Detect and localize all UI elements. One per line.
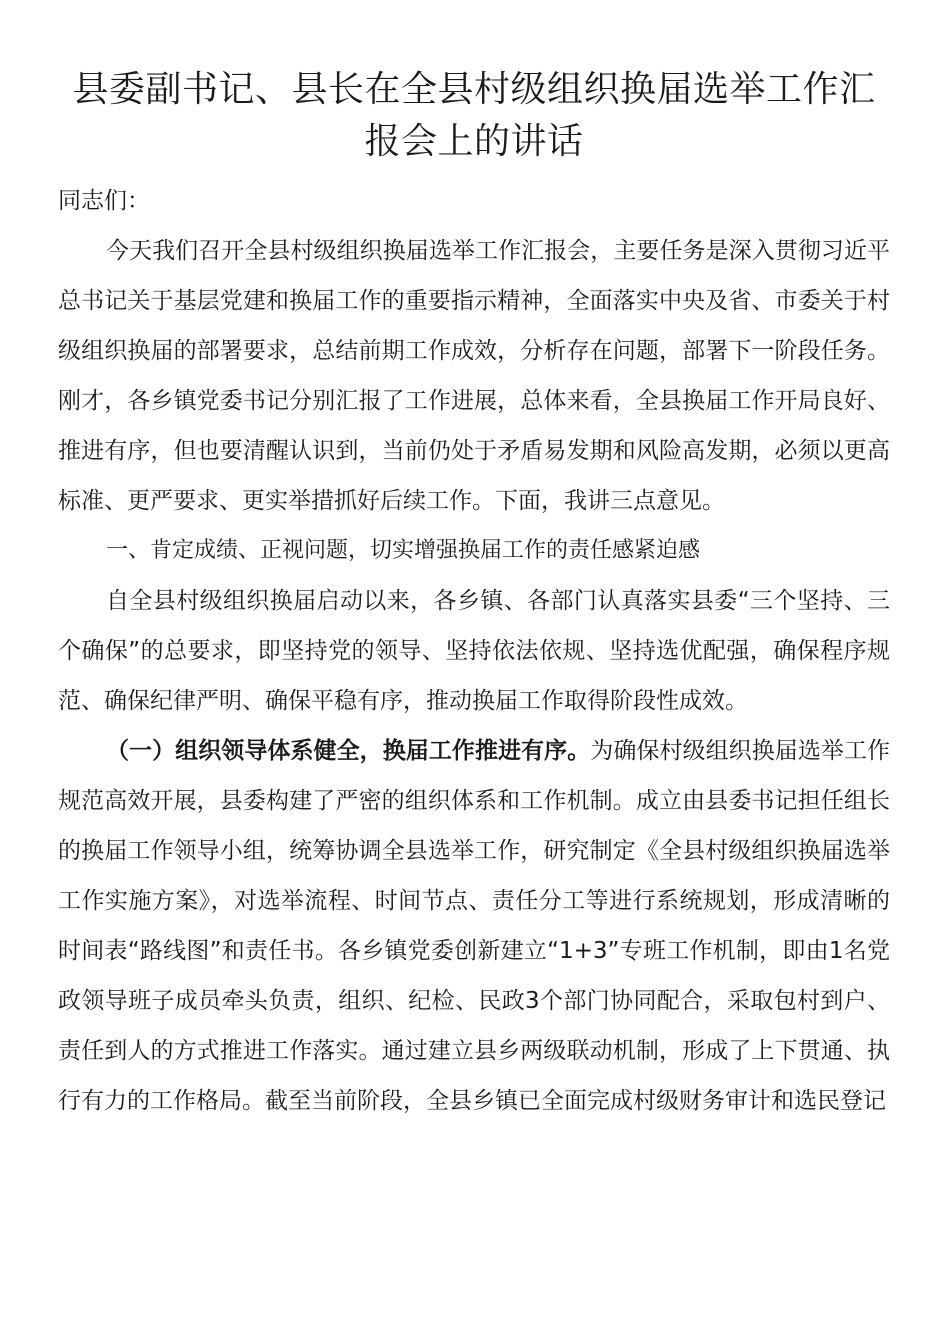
subsection-1-paragraph — [58, 726, 890, 1126]
section-1-intro: 自全县村级组织换届启动以来，各乡镇、各部门认真落实县委“三个坚持、三个确保”的总要求，即坚持党的领导、坚持依法依规、坚持选优配强，确保程序规范、确保纪律严明、确保平稳有序，推动换届工作取得阶段性成效。 — [58, 588, 890, 714]
section-1-heading: 一、肯定成绩、正视问题，切实增强换届工作的责任感紧迫感 — [106, 538, 701, 563]
document-page — [58, 64, 890, 1126]
greeting: 同志们： — [58, 188, 150, 214]
subsection-1-body: 为确保村级组织换届选举工作规范高效开展，县委构建了严密的组织体系和工作机制。成立由县委书记担任组长的换届工作领导小组，统筹协调全县选举工作，研究制定《全县村级组织换届选举工作实施方案》，对选举流程、时间节点、责任分工等进行系统规划，形成清晰的时间表“路线图”和责任书。各乡镇党委创新建立“1+3”专班工作机制，即由1名党政领导班子成员牵头负责，组织、纪检、民政3个部门协同配合，采取包村到户、责任到人的方式推进工作落实。通过建立县乡两级联动机制，形成了上下贯通、执行有力的工作格局。截至当前阶段，全县乡镇已全面完成村级财务审计和选民登记 — [58, 738, 891, 1114]
opening-paragraph: 今天我们召开全县村级组织换届选举工作汇报会，主要任务是深入贯彻习近平总书记关于基层党建和换届工作的重要指示精神，全面落实中央及省、市委关于村级组织换届的部署要求，总结前期工作成效，分析存在问题，部署下一阶段任务。刚才，各乡镇党委书记分别汇报了工作进展，总体来看，全县换届工作开局良好、推进有序，但也要清醒认识到，当前仍处于矛盾易发期和风险高发期，必须以更高标准、更严要求、更实举措抓好后续工作。下面，我讲三点意见。 — [58, 238, 890, 514]
subsection-1-lead: （一）组织领导体系健全，换届工作推进有序。 — [106, 738, 591, 764]
document-title: 县委副书记、县长在全县村级组织换届选举工作汇报会上的讲话 — [72, 69, 876, 162]
